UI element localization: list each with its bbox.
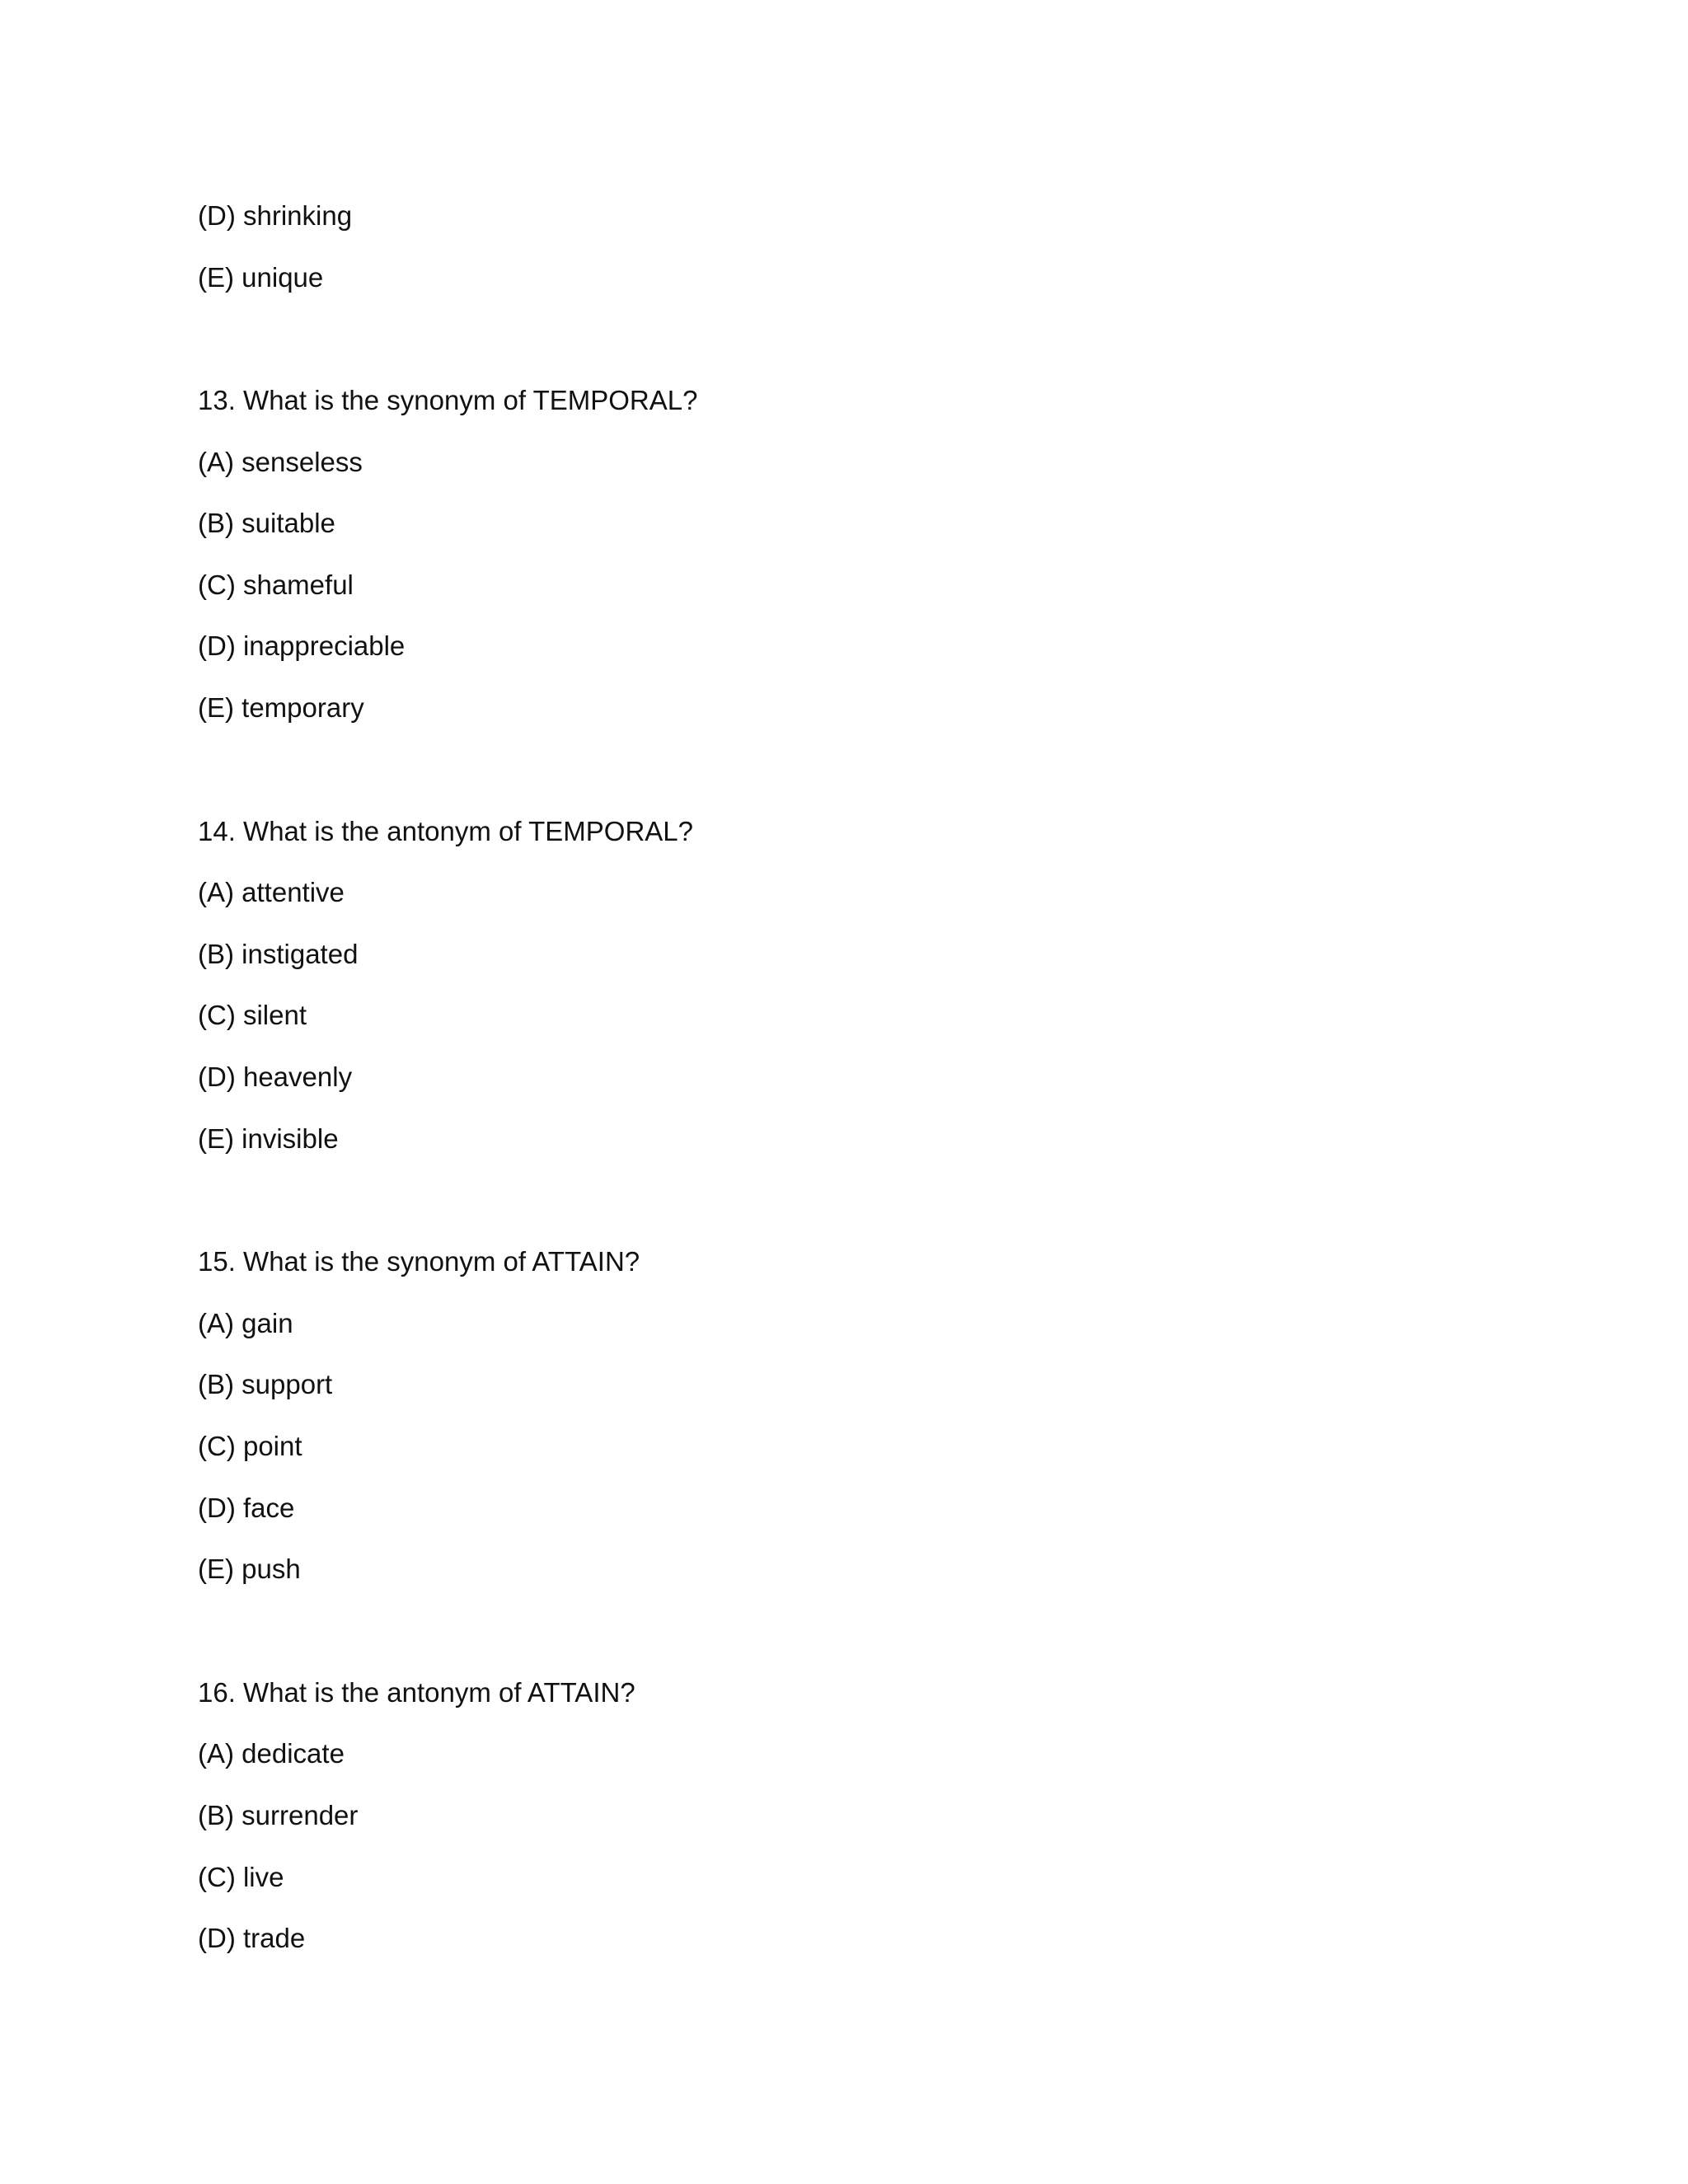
option-text: (B) suitable: [198, 508, 335, 538]
option-text: (E) push: [198, 1554, 301, 1584]
option-text: (B) instigated: [198, 939, 359, 969]
option-text: (D) face: [198, 1493, 295, 1523]
option-text: (A) senseless: [198, 447, 363, 477]
option-text: (D) shrinking: [198, 200, 353, 231]
option-text: (D) trade: [198, 1923, 306, 1953]
question-prompt: 15. What is the synonym of ATTAIN?: [198, 1246, 640, 1277]
option-text: (C) shameful: [198, 569, 354, 600]
question-prompt: 16. What is the antonym of ATTAIN?: [198, 1677, 635, 1708]
question-prompt: 14. What is the antonym of TEMPORAL?: [198, 816, 693, 846]
option-text: (C) live: [198, 1862, 284, 1892]
option-text: (B) support: [198, 1369, 333, 1399]
option-text: (A) attentive: [198, 877, 345, 907]
option-text: (D) heavenly: [198, 1062, 353, 1092]
option-text: (C) silent: [198, 1000, 307, 1030]
option-text: (B) surrender: [198, 1800, 359, 1830]
question-prompt: 13. What is the synonym of TEMPORAL?: [198, 385, 698, 415]
option-text: (A) gain: [198, 1308, 293, 1338]
option-text: (A) dedicate: [198, 1738, 345, 1769]
option-text: (D) inappreciable: [198, 630, 406, 661]
option-text: (E) unique: [198, 262, 324, 293]
option-text: (E) invisible: [198, 1123, 339, 1154]
option-text: (E) temporary: [198, 692, 364, 723]
option-text: (C) point: [198, 1431, 302, 1461]
